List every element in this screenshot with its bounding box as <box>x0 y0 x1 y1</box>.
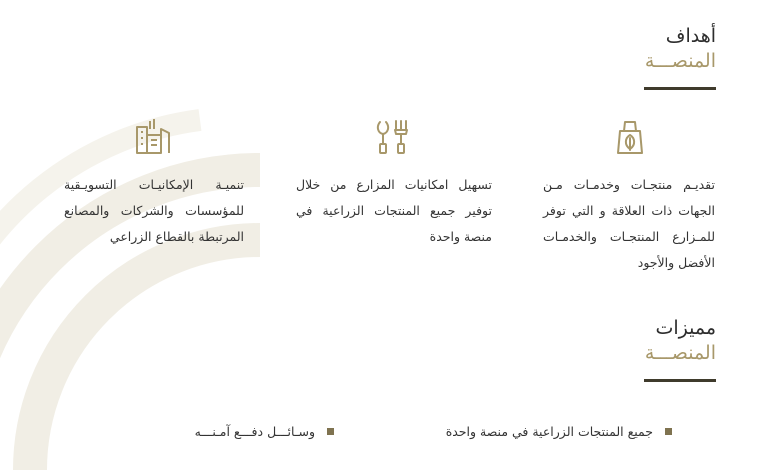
goals-title-underline <box>644 87 716 90</box>
bullet-square-icon <box>665 428 672 435</box>
feature-item-2-text: وسـائـــل دفـــع آمـنـــه <box>194 424 315 439</box>
goals-title-line2: المنصـــة <box>644 50 716 72</box>
goal-text-1: تقديـم منتجـات وخدمـات مـن الجهات ذات العلاقة و التي توفر للمـزارع المنتجـات والخدمـات الأفضل والأجود <box>543 177 715 270</box>
features-title-line2: المنصـــة <box>644 342 716 364</box>
feature-item-2 <box>195 424 334 439</box>
buildings-icon <box>133 117 173 157</box>
feature-item-1 <box>446 424 672 439</box>
garden-tools-icon <box>372 117 412 157</box>
features-title-line1: مميزات <box>655 317 716 339</box>
bullet-square-icon <box>327 428 334 435</box>
feature-item-1-text: جميع المنتجات الزراعية في منصة واحدة <box>445 424 653 439</box>
goals-title-line1: أهداف <box>665 25 716 47</box>
goals-section-title <box>645 24 716 74</box>
goal-text-3: تنميـة الإمكانيـات التسويـقية للمؤسسات والشركات والمصانع المرتبطة بالقطاع الزراعي <box>64 177 244 244</box>
features-section-title <box>645 316 716 366</box>
goal-text-2: تسهيل امكانيات المزارع من خلال توفير جميع المنتجات الزراعية في منصة واحدة <box>296 177 492 244</box>
organic-bag-icon <box>610 117 650 157</box>
features-title-underline <box>644 379 716 382</box>
